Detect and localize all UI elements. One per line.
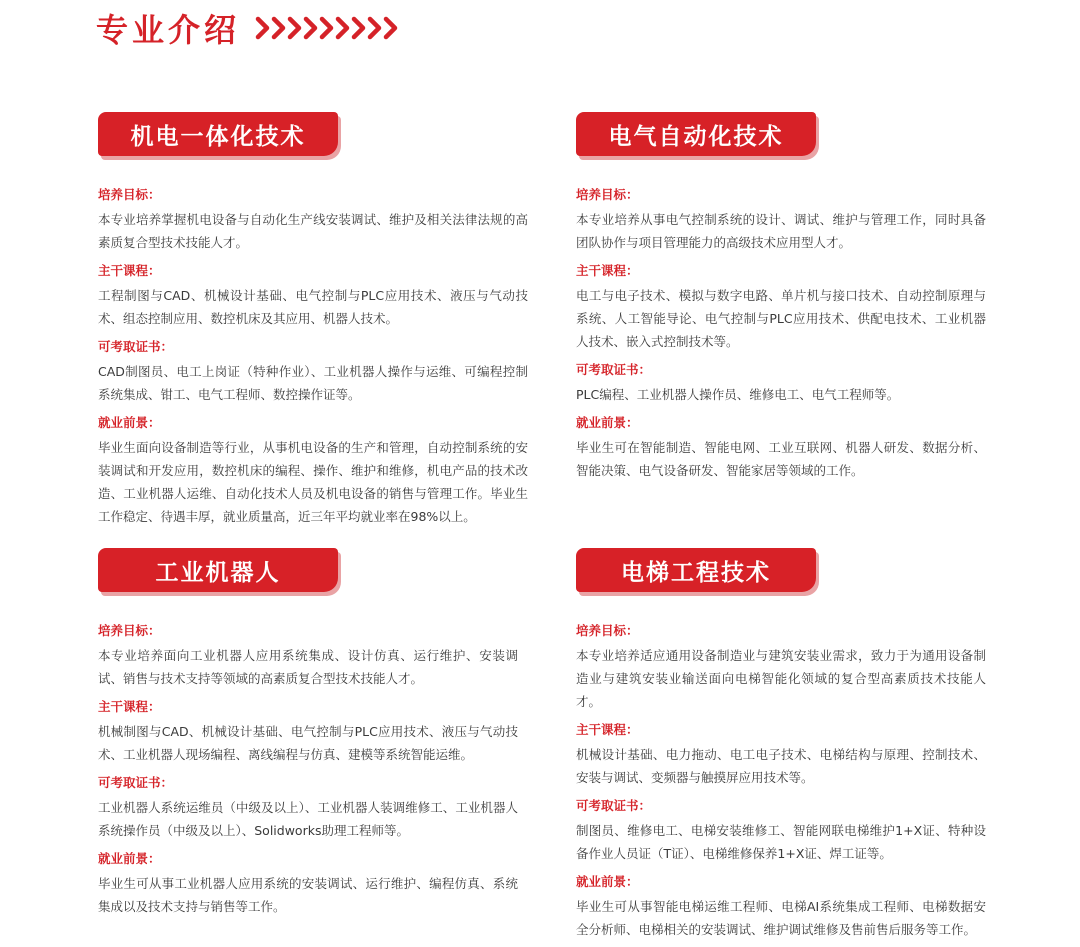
cert-label: 可考取证书： bbox=[98, 775, 174, 790]
career-text: 毕业生面向设备制造等行业，从事机电设备的生产和管理，自动控制系统的安装调试和开发应用，数控机床的编程、操作、维护和维修，机电产品的技术改造、工业机器人运维、自动化技术人员及机电设备的销售与管理工作。毕业生工作稳定、待遇丰厚，就业质量高，近三年平均就业率在98%以上。 bbox=[98, 440, 528, 524]
course-text: 机械设计基础、电力拖动、电工电子技术、电梯结构与原理、控制技术、安装与调试、变频器与触摸屏应用技术等。 bbox=[576, 747, 986, 785]
cert-label: 可考取证书： bbox=[98, 339, 174, 354]
page-header bbox=[96, 6, 400, 50]
goal-text: 本专业培养面向工业机器人应用系统集成、设计仿真、运行维护、安装调试、销售与技术支持等领域的高素质复合型技术技能人才。 bbox=[98, 648, 518, 686]
career-text: 毕业生可从事智能电梯运维工程师、电梯AI系统集成工程师、电梯数据安全分析师、电梯相关的安装调试、维护调试维修及售前售后服务等工作。 bbox=[576, 899, 986, 937]
course-label: 主干课程： bbox=[576, 263, 639, 278]
course-text: 电工与电子技术、模拟与数字电路、单片机与接口技术、自动控制原理与系统、人工智能导论、电气控制与PLC应用技术、供配电技术、工业机器人技术、嵌入式控制技术等。 bbox=[576, 288, 986, 349]
major-title-badge bbox=[98, 548, 338, 592]
major-card-industrial-robot bbox=[98, 548, 518, 924]
major-title: 电梯工程技术 bbox=[621, 559, 771, 586]
course-text: 机械制图与CAD、机械设计基础、电气控制与PLC应用技术、液压与气动技术、工业机器人现场编程、离线编程与仿真、建模等系统智能运维。 bbox=[98, 724, 518, 762]
course-label: 主干课程： bbox=[98, 699, 161, 714]
career-label: 就业前景： bbox=[576, 415, 639, 430]
cert-text: CAD制图员、电工上岗证（特种作业）、工业机器人操作与运维、可编程控制系统集成、钳工、电气工程师、数控操作证等。 bbox=[98, 364, 528, 402]
goal-label: 培养目标： bbox=[576, 623, 639, 638]
major-card-electrical-automation bbox=[576, 112, 986, 488]
chevron-arrows-icon bbox=[254, 15, 400, 41]
major-card-mechatronics bbox=[98, 112, 528, 534]
goal-label: 培养目标： bbox=[98, 187, 161, 202]
major-title: 电气自动化技术 bbox=[608, 123, 784, 150]
course-text: 工程制图与CAD、机械设计基础、电气控制与PLC应用技术、液压与气动技术、组态控制应用、数控机床及其应用、机器人技术。 bbox=[98, 288, 528, 326]
major-title-badge bbox=[98, 112, 338, 156]
cert-text: 制图员、维修电工、电梯安装维修工、智能网联电梯维护1+X证、特种设备作业人员证（T证）、电梯维修保养1+X证、焊工证等。 bbox=[576, 823, 986, 861]
cert-text: 工业机器人系统运维员（中级及以上）、工业机器人装调维修工、工业机器人系统操作员（中级及以上）、Solidworks助理工程师等。 bbox=[98, 800, 518, 838]
career-label: 就业前景： bbox=[576, 874, 639, 889]
page-title: 专业介绍 bbox=[96, 11, 241, 49]
major-title-badge bbox=[576, 548, 816, 592]
cert-label: 可考取证书： bbox=[576, 362, 652, 377]
goal-label: 培养目标： bbox=[98, 623, 161, 638]
course-label: 主干课程： bbox=[576, 722, 639, 737]
cert-label: 可考取证书： bbox=[576, 798, 652, 813]
major-card-elevator-engineering bbox=[576, 548, 986, 947]
cert-text: PLC编程、工业机器人操作员、维修电工、电气工程师等。 bbox=[576, 387, 900, 402]
goal-text: 本专业培养适应通用设备制造业与建筑安装业需求，致力于为通用设备制造业与建筑安装业输送面向电梯智能化领域的复合型高素质技术技能人才。 bbox=[576, 648, 986, 709]
goal-text: 本专业培养从事电气控制系统的设计、调试、维护与管理工作，同时具备团队协作与项目管理能力的高级技术应用型人才。 bbox=[576, 212, 986, 250]
career-label: 就业前景： bbox=[98, 851, 161, 866]
major-title: 机电一体化技术 bbox=[130, 123, 306, 150]
course-label: 主干课程： bbox=[98, 263, 161, 278]
career-label: 就业前景： bbox=[98, 415, 161, 430]
major-title: 工业机器人 bbox=[155, 559, 281, 586]
career-text: 毕业生可从事工业机器人应用系统的安装调试、运行维护、编程仿真、系统集成以及技术支持与销售等工作。 bbox=[98, 876, 518, 914]
goal-text: 本专业培养掌握机电设备与自动化生产线安装调试、维护及相关法律法规的高素质复合型技术技能人才。 bbox=[98, 212, 528, 250]
career-text: 毕业生可在智能制造、智能电网、工业互联网、机器人研发、数据分析、智能决策、电气设备研发、智能家居等领域的工作。 bbox=[576, 440, 986, 478]
major-title-badge bbox=[576, 112, 816, 156]
goal-label: 培养目标： bbox=[576, 187, 639, 202]
